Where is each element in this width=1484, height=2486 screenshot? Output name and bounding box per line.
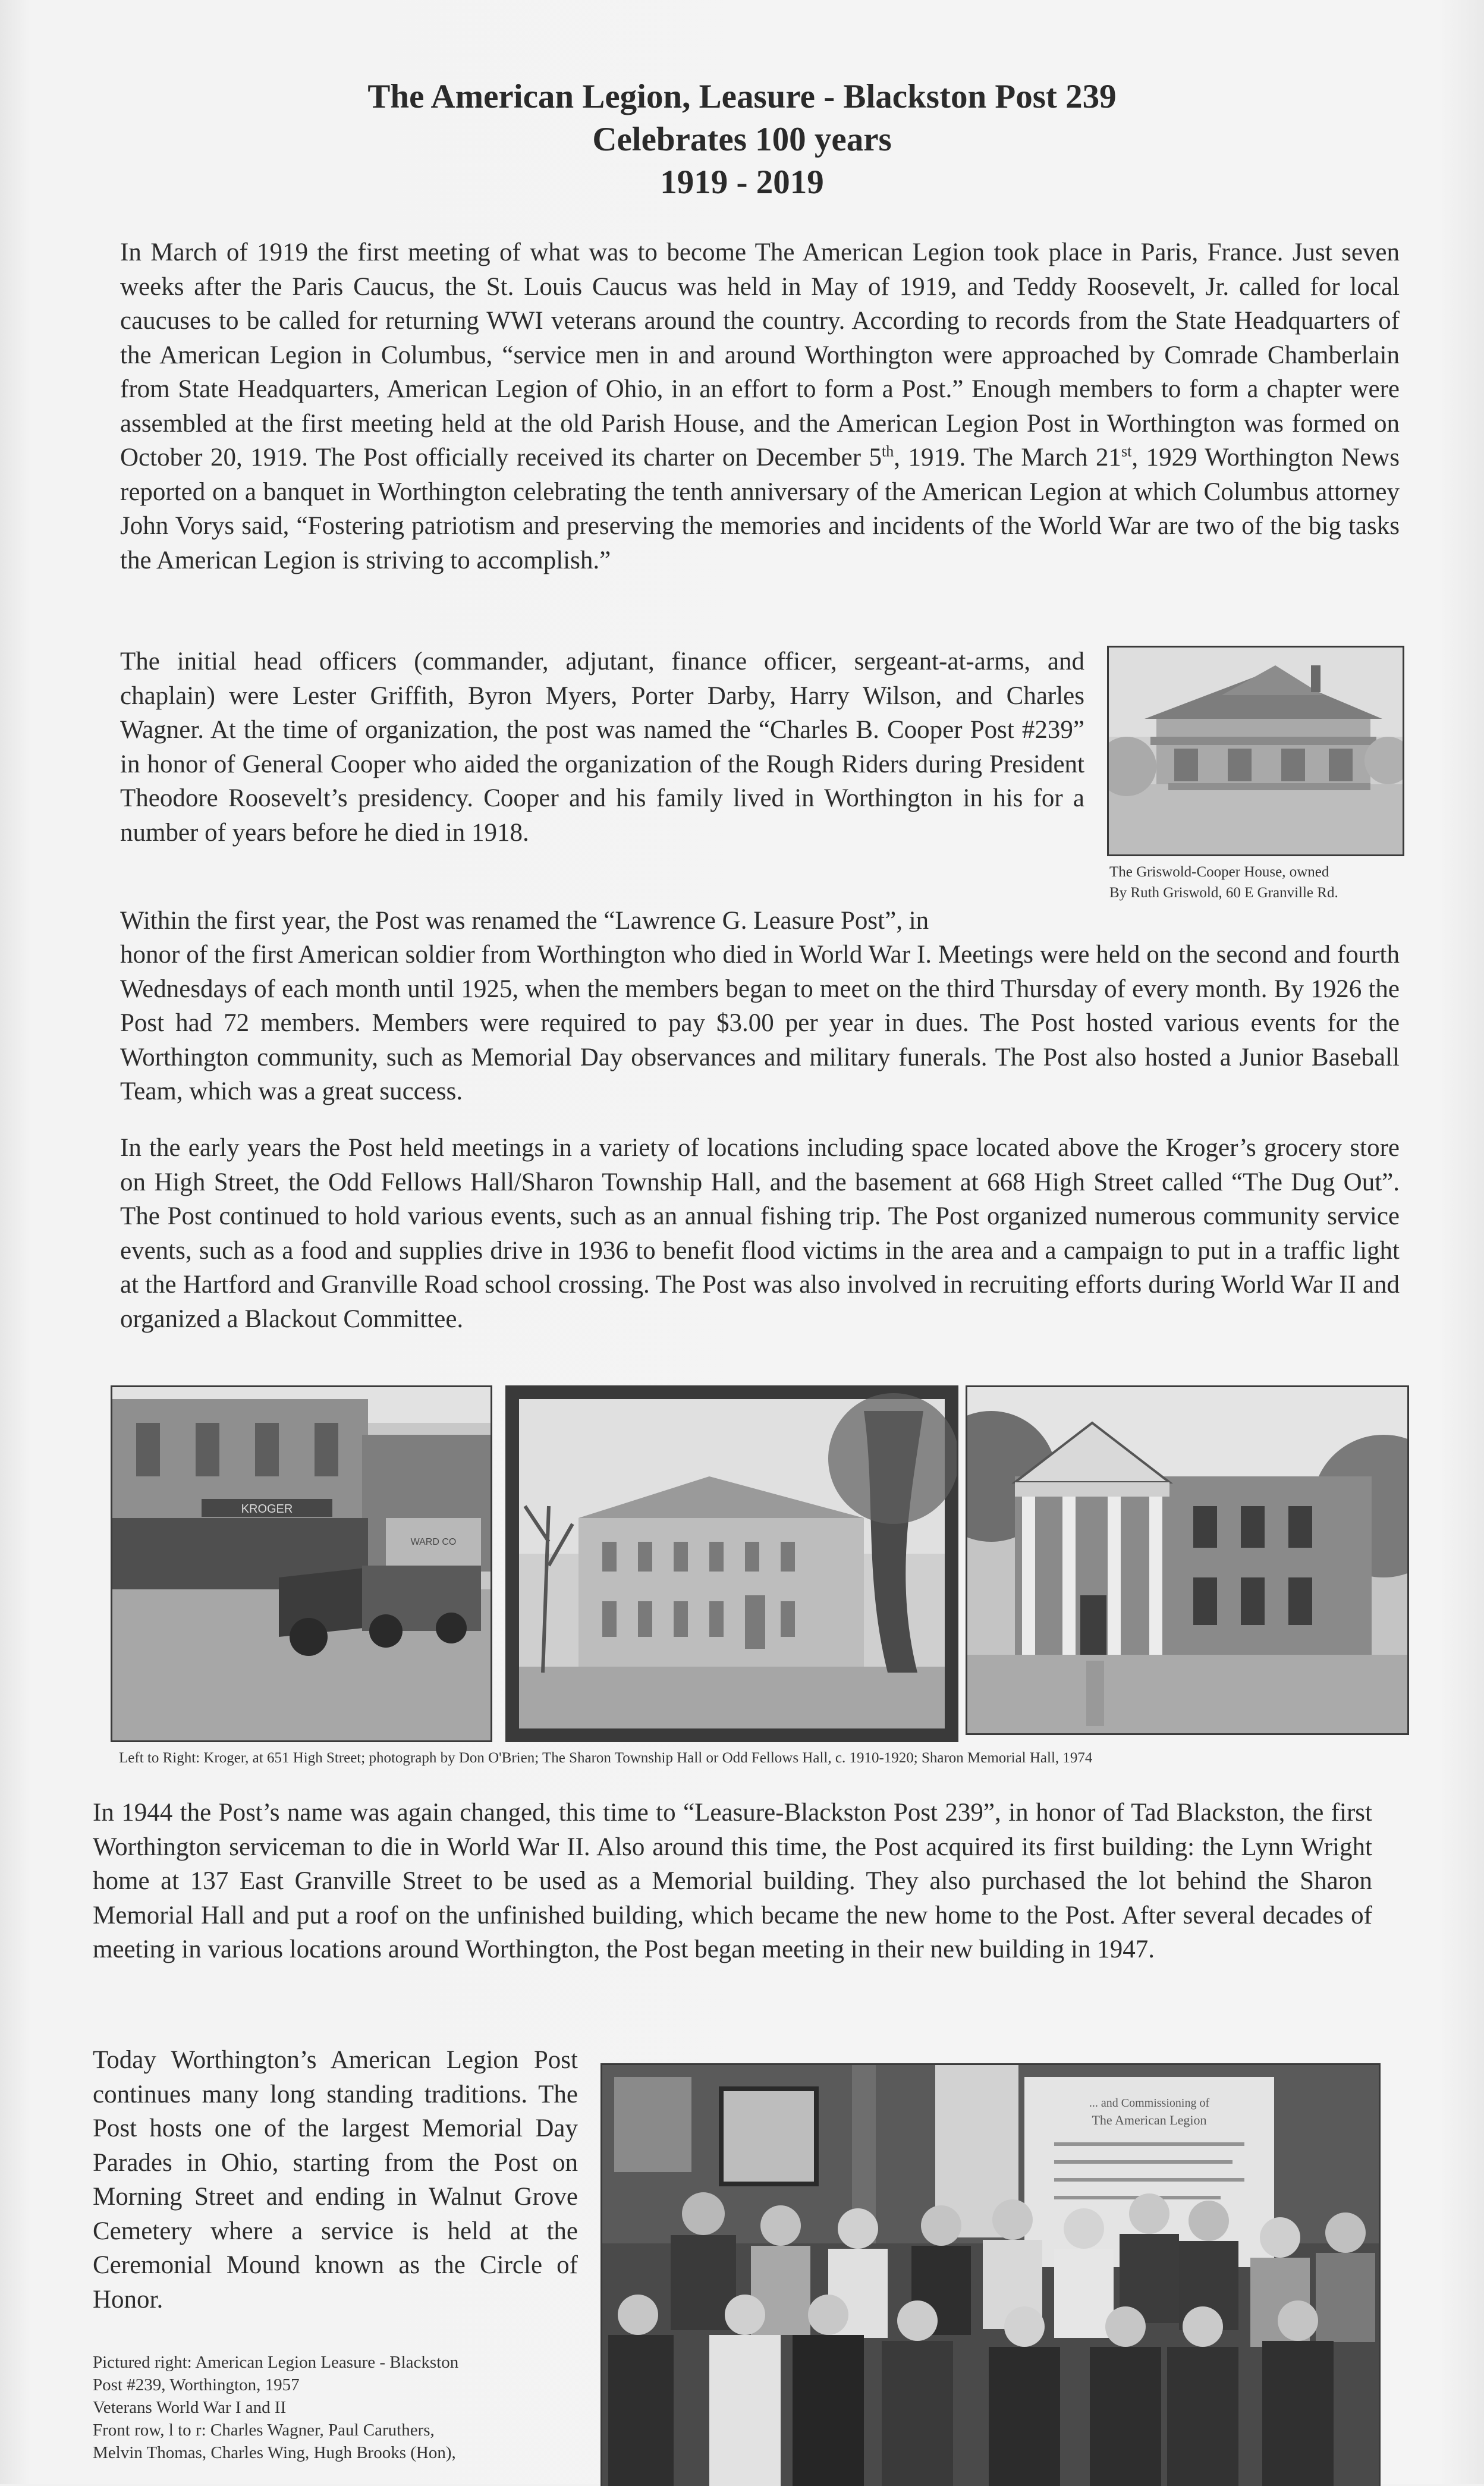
- group-caption-line-3: Veterans World War I and II: [93, 2398, 287, 2417]
- legion-group-photo: [600, 2063, 1381, 2486]
- page-title-line-3: 1919 - 2019: [660, 164, 824, 201]
- paragraph-early-years: In the early years the Post held meetings in a variety of locations including space located above the Kroger’s grocery store on High Street, the Odd Fellows Hall/Sharon Township Hall, and the basement at 668 High Street called “The Dug Out”. The Post continued to hold various events, such as an annual fishing trip. The Post organized numerous community service events, such as a food and supplies drive in 1936 to benefit flood victims in the area and a campaign to put in a traffic light at the Hartford and Granville Road school crossing. The Post was also involved in recruiting efforts during World War II and organized a Blackout Committee.: [120, 1134, 1400, 1333]
- paragraph-officers: The initial head officers (commander, adjutant, finance officer, sergeant-at-arms, and chaplain) were Lester Griffith, Byron Myers, Porter Darby, Harry Wilson, and Charles Wagner. At the time of organization, the post was named the “Charles B. Cooper Post #239” in honor of General Cooper who aided the organization of the Rough Riders during President Theodore Roosevelt’s presidency. Cooper and his family lived in Worthington in his for a number of years before he died in 1918.: [120, 648, 1084, 847]
- house-caption-line-1: The Griswold-Cooper House, owned: [1109, 864, 1329, 880]
- paragraph-founding-text-a: In March of 1919 the first meeting of what was to become The American Legion took place in Paris, France. Just seven weeks after the Paris Caucus, the St. Louis Caucus was held in May of 1919, and Teddy Roosevelt, Jr. called for local caucuses to be called for returning WWI veterans around the country. According to records from the State Headquarters of the American Legion in Columbus, “service men in and around Worthington were approached by Comrade Chamberlain from State Headquarters, American Legion of Ohio, in an effort to form a Post.” Enough members to form a chapter were assembled at the first meeting held at the old Parish House, and the American Legion Post in Worthington was formed on October 20, 1919. The Post officially received its charter on December 5: [120, 238, 1400, 472]
- paragraph-founding-text-c: , 1929 Worthington News reported on a banquet in Worthington celebrating the tenth anniversary of the American Legion at which Columbus attorney John Vorys said, “Fostering patriotism and preserving the memories and incidents of the World War are two of the big tasks the American Legion is striving to accomplish.”: [120, 444, 1400, 574]
- paragraph-founding: [120, 235, 1400, 577]
- paragraph-renamed-1944: In 1944 the Post’s name was again changed, this time to “Leasure-Blackston Post 239”, in honor of Tad Blackston, the first Worthington serviceman to die in World War II. Also around this time, the Post acquired its first building: the Lynn Wright home at 137 East Granville Street to be used as a Memorial building. They also purchased the lot behind the Sharon Memorial Hall and put a roof on the unfinished building, which became the new home to the Post. After several decades of meeting in various locations around Worthington, the Post began meeting in their new building in 1947.: [93, 1799, 1372, 1963]
- group-caption-line-4: Front row, l to r: Charles Wagner, Paul Caruthers,: [93, 2421, 435, 2440]
- superscript-st: st: [1121, 442, 1132, 460]
- group-photo-certificate-line-1: ... and Commissioning of: [1089, 2097, 1210, 2110]
- superscript-th: th: [882, 442, 894, 460]
- sharon-memorial-hall-photo: [966, 1385, 1409, 1735]
- paragraph-traditions: Today Worthington’s American Legion Post continues many long standing traditions. The Post hosts one of the largest Memorial Day Parades in Ohio, starting from the Post on Morning Street and ending in Walnut Grove Cemetery where a service is held at the Ceremonial Mound known as the Circle of Honor.: [93, 2046, 578, 2314]
- kroger-photo: [111, 1385, 492, 1742]
- page-title-line-1: The American Legion, Leasure - Blackston Post 239: [367, 78, 1117, 115]
- sharon-township-hall-photo: [505, 1385, 958, 1742]
- group-photo-certificate-line-2: The American Legion: [1092, 2113, 1207, 2127]
- group-caption-line-2: Post #239, Worthington, 1957: [93, 2375, 300, 2394]
- photo-strip-caption: Left to Right: Kroger, at 651 High Street; photograph by Don O'Brien; The Sharon Township Hall or Odd Fellows Hall, c. 1910-1920; Sharon Memorial Hall, 1974: [119, 1750, 1093, 1766]
- griswold-cooper-house-photo: [1107, 646, 1404, 856]
- page-title-line-2: Celebrates 100 years: [592, 121, 892, 158]
- paragraph-renamed-first-line: Within the first year, the Post was renamed the “Lawrence G. Leasure Post”, in: [120, 907, 929, 935]
- kroger-sign-text: KROGER: [241, 1503, 293, 1516]
- truck-sign-text: WARD CO: [410, 1537, 457, 1547]
- paragraph-renamed: honor of the first American soldier from Worthington who died in World War I. Meetings were held on the second and fourth Wednesdays of each month until 1925, when the members began to meet on the third Thursday of every month. By 1926 the Post had 72 members. Members were required to pay $3.00 per year in dues. The Post hosted various events for the Worthington community, such as Memorial Day observances and military funerals. The Post also hosted a Junior Baseball Team, which was a great success.: [120, 941, 1400, 1105]
- group-caption-line-5: Melvin Thomas, Charles Wing, Hugh Brooks (Hon),: [93, 2443, 456, 2462]
- house-caption-line-2: By Ruth Griswold, 60 E Granville Rd.: [1109, 885, 1338, 901]
- group-caption-line-1: Pictured right: American Legion Leasure - Blackston: [93, 2353, 459, 2372]
- paragraph-founding-text-b: , 1919. The March 21: [894, 444, 1121, 472]
